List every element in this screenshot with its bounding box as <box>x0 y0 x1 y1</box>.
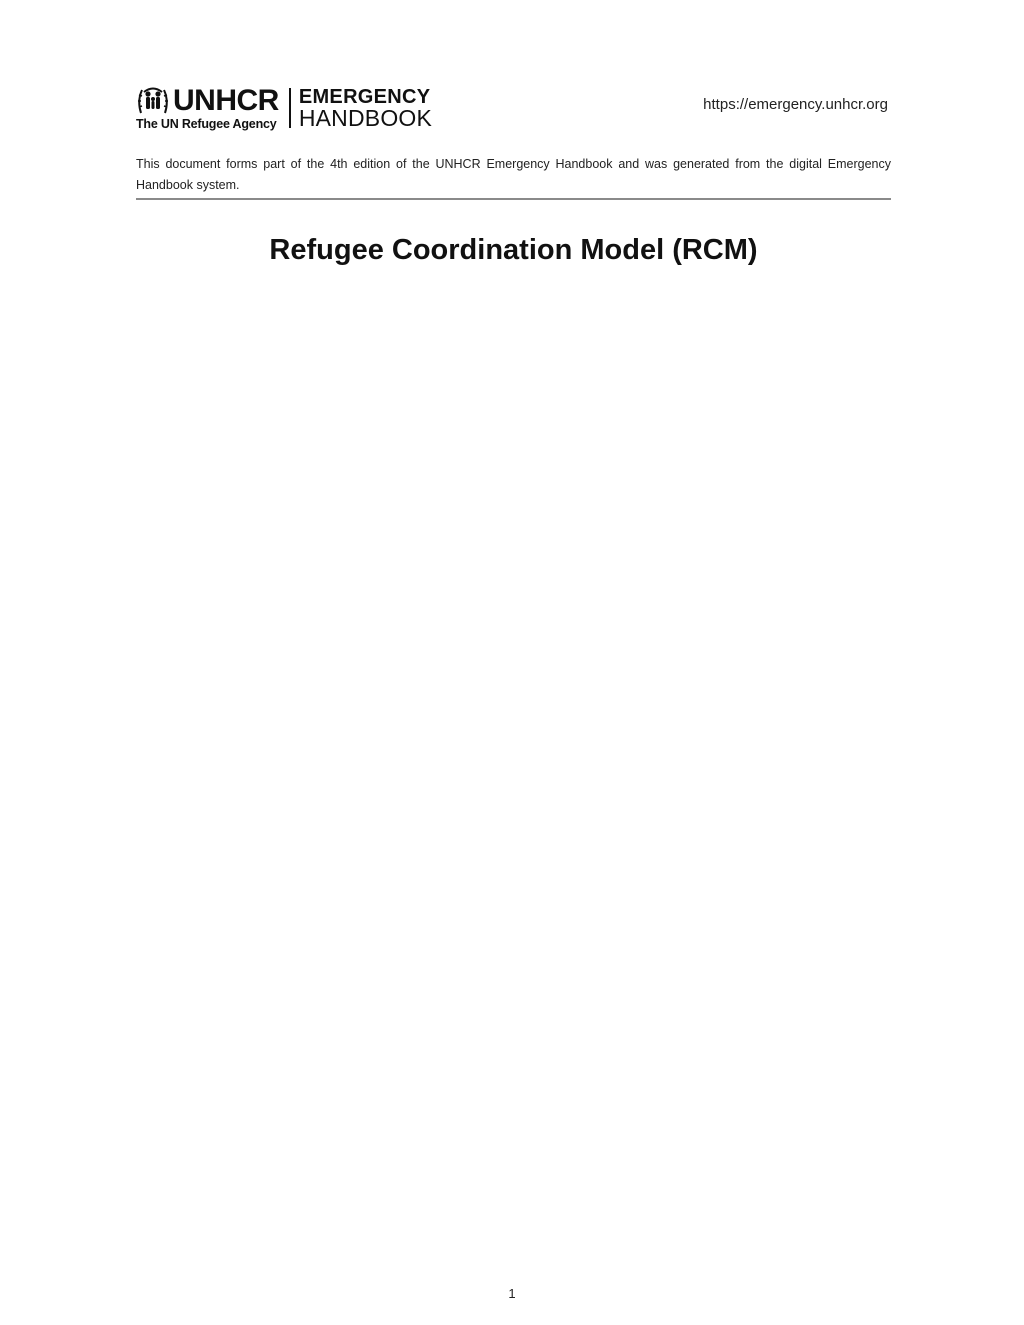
unhcr-family-emblem-icon <box>136 86 170 116</box>
header-divider <box>136 198 891 200</box>
handbook-line-emergency: EMERGENCY <box>298 86 431 108</box>
intro-text: This document forms part of the 4th edition of the UNHCR Emergency Handbook and was generated from the digital Emergency Handbook system. <box>136 157 891 192</box>
page-number: 1 <box>508 1286 516 1301</box>
logo-divider <box>289 88 291 128</box>
unhcr-logo-top <box>136 86 279 116</box>
org-name: UNHCR <box>173 84 279 117</box>
site-url: https://emergency.unhcr.org <box>703 96 888 113</box>
agency-name: The UN Refugee Agency <box>136 117 277 131</box>
page-title: Refugee Coordination Model (RCM) <box>269 234 758 266</box>
handbook-line-handbook: HANDBOOK <box>298 105 433 131</box>
logo <box>136 86 432 132</box>
unhcr-logo <box>136 86 279 131</box>
page-header <box>136 86 892 132</box>
handbook-logo <box>299 88 432 129</box>
